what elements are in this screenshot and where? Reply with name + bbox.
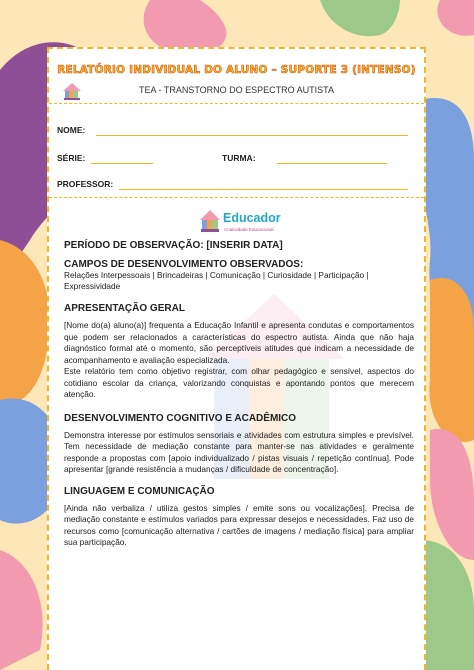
serie-field[interactable] xyxy=(91,163,153,164)
educador-logo xyxy=(199,209,289,237)
professor-label: PROFESSOR: xyxy=(57,179,114,189)
turma-field[interactable] xyxy=(277,163,387,164)
nome-label: NOME: xyxy=(57,125,86,135)
orange-blob-left xyxy=(0,240,50,404)
pink-blob-bottom-left xyxy=(0,550,43,670)
linguagem-paragraph: [Ainda não verbaliza / utiliza gestos simples / emite sons ou vocalizações]. Precisa de mediação constante e estímulos variados para expressar desejos e necessidades. Faz uso de recursos como [comunicação alternativa / cartões de imagens / mediação física] para ampliar sua participação. xyxy=(64,502,414,547)
pink-blob-right xyxy=(437,0,474,36)
report-title: RELATÓRIO INDIVIDUAL DO ALUNO – SUPORTE 3 (INTENSO) xyxy=(57,64,416,76)
turma-label: TURMA: xyxy=(222,153,256,163)
linguagem-heading: LINGUAGEM E COMUNICAÇÃO xyxy=(64,485,215,497)
orange-blob-right xyxy=(429,278,474,442)
campos-heading: CAMPOS DE DESENVOLVIMENTO OBSERVADOS: xyxy=(64,259,304,270)
report-subtitle: TEA - TRANSTORNO DO ESPECTRO AUTISTA xyxy=(138,85,335,95)
educador-house-icon xyxy=(199,209,221,233)
pink-blob-right-low xyxy=(430,429,474,560)
serie-label: SÉRIE: xyxy=(57,153,86,163)
periodo-heading: PERÍODO DE OBSERVAÇÃO: [INSERIR DATA] xyxy=(64,240,283,251)
brand-name: Educador xyxy=(223,211,281,225)
professor-field[interactable] xyxy=(119,189,408,190)
apresentacao-paragraph-2: Este relatório tem como objetivo registrar, com olhar pedagógico e sensível, aspectos do cotidiano escolar da criança, valorizando conquistas e apontando pontos que merecem atenção. xyxy=(64,366,414,399)
campos-text: Relações Interpessoais | Brincadeiras | Comunicação | Curiosidade | Participação | Expressividade xyxy=(64,270,369,291)
report-content xyxy=(64,240,414,549)
nome-field[interactable] xyxy=(96,135,408,136)
apresentacao-paragraph-1: [Nome do(a) aluno(a)] frequenta a Educação Infantil e apresenta condutas e comportamentos que podem ser relacionados a características do espectro autista. Ainda que não haja diagnóstico formal até o momento, são perceptíveis atitudes que indicam a necessidade de acompanhamento e avaliação especializada. xyxy=(64,320,414,365)
divider-top xyxy=(49,103,424,104)
brand-tagline: Criatividade Educacional xyxy=(224,227,274,232)
report-sheet xyxy=(47,47,426,670)
divider-bottom xyxy=(49,197,424,198)
green-blob-top xyxy=(320,0,400,36)
cognitivo-paragraph: Demonstra interesse por estímulos sensoriais e atividades com estrutura simples e previsível. Tem necessidade de mediação constante para manter-se nas atividades e geralmente responde a propostas com [apoio individualizado / pistas visuais / repetição contínua]. Pode apresentar [grande resistência a mudanças / dificuldade de concentração]. xyxy=(64,429,414,474)
green-blob-bottom xyxy=(420,540,474,670)
cognitivo-heading: DESENVOLVIMENTO COGNITIVO E ACADÊMICO xyxy=(64,412,297,424)
apresentacao-heading: APRESENTAÇÃO GERAL xyxy=(64,303,185,314)
